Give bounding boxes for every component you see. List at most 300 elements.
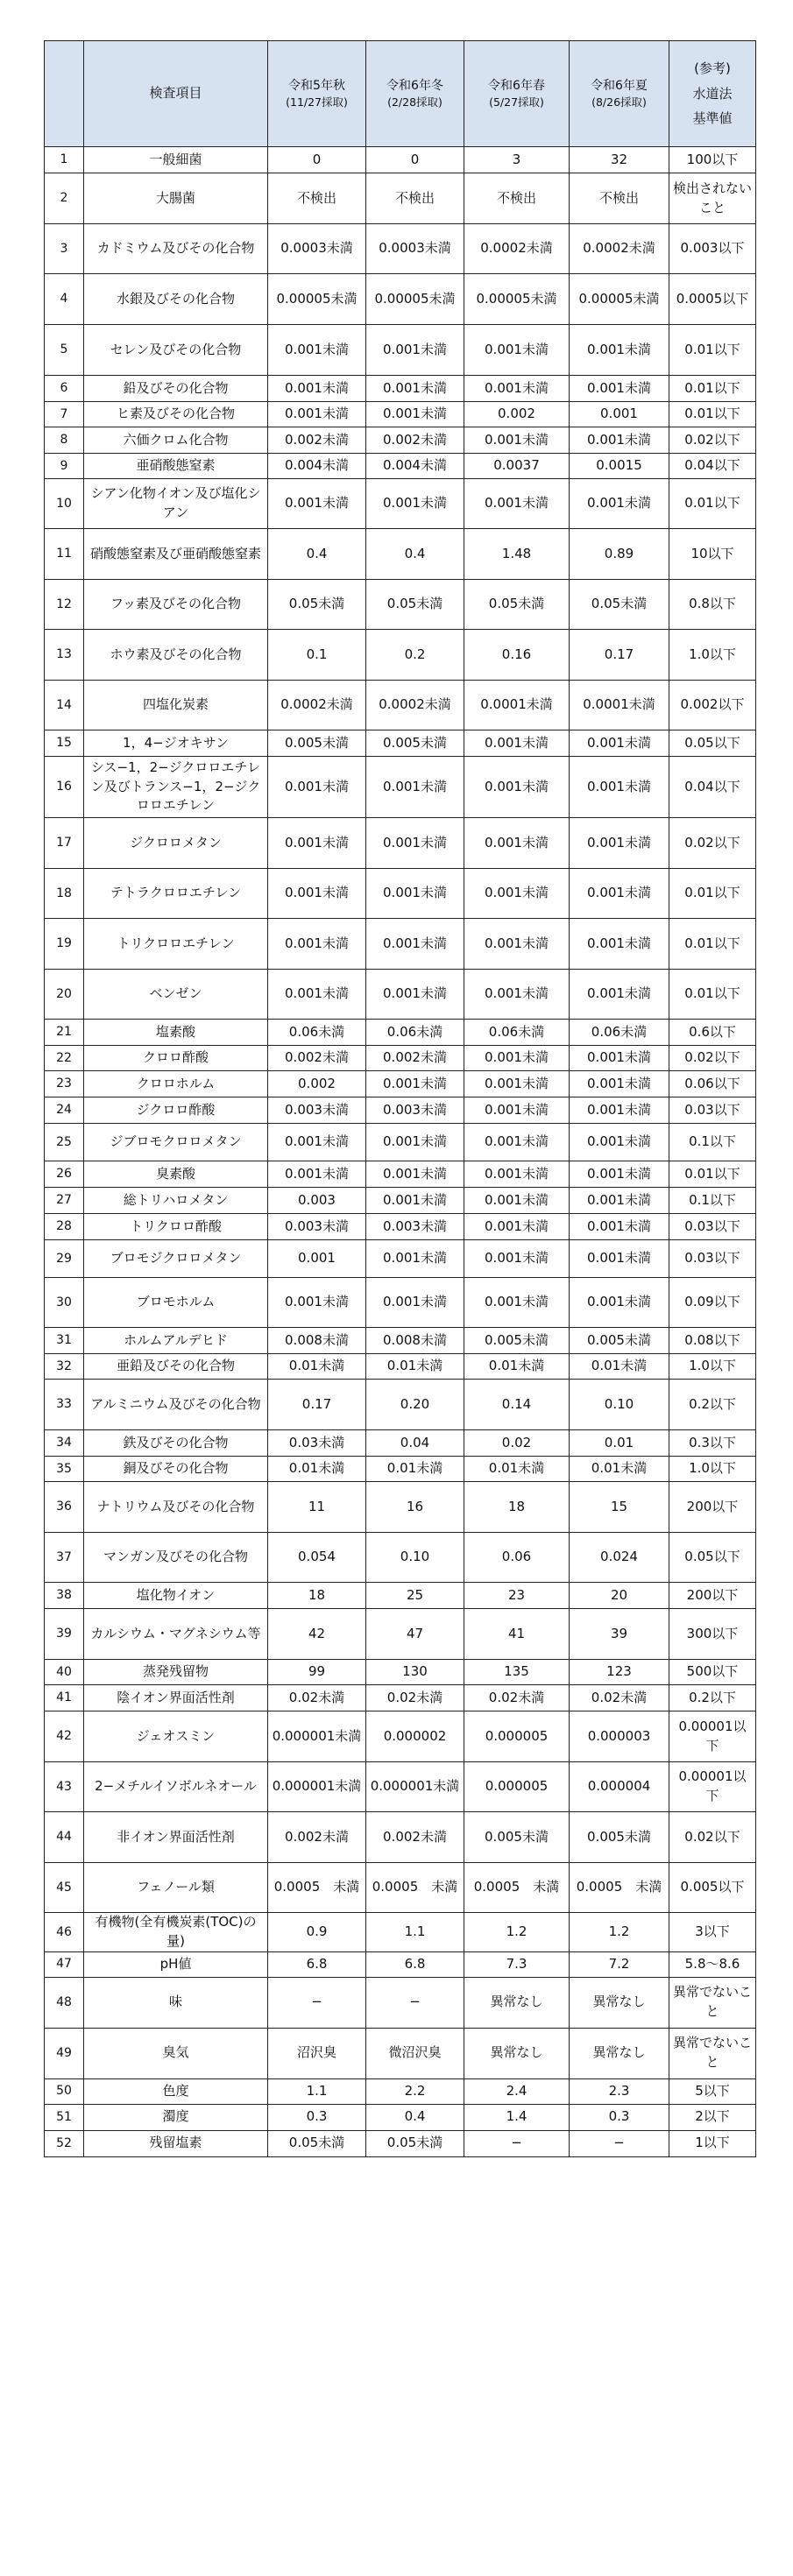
- result-autumn-2023-cell: 0.001未満: [268, 1161, 366, 1188]
- row-number-cell: 30: [45, 1278, 84, 1328]
- result-summer-2024-cell: 123: [570, 1660, 669, 1685]
- reference-standard-cell: 3以下: [669, 1913, 756, 1952]
- reference-standard-cell: 0.02以下: [669, 1046, 756, 1071]
- reference-standard-cell: 0.01以下: [669, 1161, 756, 1188]
- row-number-cell: 1: [45, 147, 84, 173]
- reference-standard-cell: 異常でないこと: [669, 2028, 756, 2078]
- inspection-item-cell: 非イオン界面活性剤: [84, 1812, 268, 1863]
- result-winter-2024-cell: 0.002未満: [366, 427, 464, 454]
- result-spring-2024-cell: 0.01未満: [464, 1354, 570, 1380]
- result-autumn-2023-cell: 0.001未満: [268, 818, 366, 869]
- inspection-item-cell: クロロ酢酸: [84, 1046, 268, 1071]
- table-row: [45, 1660, 756, 1685]
- table-row: [45, 730, 756, 757]
- result-summer-2024-cell: 0.024: [570, 1533, 669, 1583]
- inspection-item-cell: 一般細菌: [84, 147, 268, 173]
- reference-standard-cell: 0.03以下: [669, 1097, 756, 1124]
- table-row: [45, 147, 756, 173]
- row-number-cell: 28: [45, 1214, 84, 1240]
- result-summer-2024-cell: 0.3: [570, 2104, 669, 2130]
- row-number-cell: 32: [45, 1354, 84, 1380]
- table-row: [45, 1046, 756, 1071]
- inspection-item-cell: pH値: [84, 1951, 268, 1977]
- result-winter-2024-cell: 0.000002: [366, 1711, 464, 1762]
- header-period-3: [464, 41, 570, 147]
- result-spring-2024-cell: 23: [464, 1583, 570, 1609]
- result-summer-2024-cell: −: [570, 2130, 669, 2156]
- period-4-season: 令和6年夏: [591, 78, 648, 93]
- row-number-cell: 18: [45, 869, 84, 919]
- row-number-cell: 7: [45, 402, 84, 427]
- row-number-cell: 17: [45, 818, 84, 869]
- row-number-cell: 6: [45, 376, 84, 402]
- table-row: [45, 1097, 756, 1124]
- table-row: [45, 1951, 756, 1977]
- result-winter-2024-cell: 0.005未満: [366, 730, 464, 757]
- result-summer-2024-cell: 0.001未満: [570, 1161, 669, 1188]
- row-number-cell: 2: [45, 173, 84, 224]
- result-spring-2024-cell: 0.00005未満: [464, 274, 570, 325]
- result-autumn-2023-cell: 0.002未満: [268, 1812, 366, 1863]
- result-winter-2024-cell: 0.4: [366, 529, 464, 580]
- result-summer-2024-cell: 0.0005 未満: [570, 1863, 669, 1913]
- row-number-cell: 25: [45, 1124, 84, 1161]
- result-summer-2024-cell: 0.01未満: [570, 1354, 669, 1380]
- row-number-cell: 42: [45, 1711, 84, 1762]
- result-autumn-2023-cell: 99: [268, 1660, 366, 1685]
- row-number-cell: 40: [45, 1660, 84, 1685]
- result-autumn-2023-cell: 0.17: [268, 1380, 366, 1430]
- result-autumn-2023-cell: 0.001未満: [268, 869, 366, 919]
- result-spring-2024-cell: 0.0005 未満: [464, 1863, 570, 1913]
- reference-standard-cell: 0.00001以下: [669, 1711, 756, 1762]
- table-row: [45, 529, 756, 580]
- result-summer-2024-cell: 0.02未満: [570, 1685, 669, 1711]
- result-autumn-2023-cell: 0.001未満: [268, 970, 366, 1020]
- result-summer-2024-cell: 0.005未満: [570, 1812, 669, 1863]
- inspection-item-cell: 銅及びその化合物: [84, 1457, 268, 1482]
- result-spring-2024-cell: 不検出: [464, 173, 570, 224]
- result-summer-2024-cell: 0.001未満: [570, 376, 669, 402]
- result-winter-2024-cell: 0.05未満: [366, 2130, 464, 2156]
- result-spring-2024-cell: 0.000005: [464, 1711, 570, 1762]
- reference-standard-cell: 0.1以下: [669, 1124, 756, 1161]
- result-autumn-2023-cell: 0.001未満: [268, 1124, 366, 1161]
- row-number-cell: 21: [45, 1020, 84, 1046]
- inspection-item-cell: ブロモジクロロメタン: [84, 1240, 268, 1278]
- row-number-cell: 5: [45, 325, 84, 376]
- row-number-cell: 14: [45, 681, 84, 730]
- reference-standard-cell: 0.09以下: [669, 1278, 756, 1328]
- result-spring-2024-cell: 0.001未満: [464, 376, 570, 402]
- reference-standard-cell: 10以下: [669, 529, 756, 580]
- table-row: [45, 2130, 756, 2156]
- reference-standard-cell: 500以下: [669, 1660, 756, 1685]
- reference-standard-cell: 0.03以下: [669, 1240, 756, 1278]
- reference-standard-cell: 0.01以下: [669, 919, 756, 970]
- row-number-cell: 11: [45, 529, 84, 580]
- result-winter-2024-cell: 0.001未満: [366, 1188, 464, 1214]
- inspection-item-cell: ヒ素及びその化合物: [84, 402, 268, 427]
- table-row: [45, 919, 756, 970]
- reference-standard-cell: 200以下: [669, 1482, 756, 1533]
- result-spring-2024-cell: 2.4: [464, 2078, 570, 2104]
- reference-standard-cell: 0.08以下: [669, 1328, 756, 1354]
- result-autumn-2023-cell: 0.05未満: [268, 2130, 366, 2156]
- row-number-cell: 39: [45, 1609, 84, 1660]
- result-winter-2024-cell: 0.00005未満: [366, 274, 464, 325]
- result-autumn-2023-cell: 0.06未満: [268, 1020, 366, 1046]
- row-number-cell: 47: [45, 1951, 84, 1977]
- reference-standard-cell: 0.03以下: [669, 1214, 756, 1240]
- inspection-item-cell: 塩化物イオン: [84, 1583, 268, 1609]
- result-summer-2024-cell: 0.001未満: [570, 757, 669, 818]
- row-number-cell: 20: [45, 970, 84, 1020]
- header-item-cell: 検査項目: [84, 41, 268, 147]
- reference-standard-cell: 0.01以下: [669, 479, 756, 529]
- result-summer-2024-cell: 0.001未満: [570, 730, 669, 757]
- row-number-cell: 23: [45, 1071, 84, 1097]
- result-autumn-2023-cell: 0.00005未満: [268, 274, 366, 325]
- table-row: [45, 1430, 756, 1457]
- table-row: [45, 818, 756, 869]
- result-autumn-2023-cell: 0.001未満: [268, 757, 366, 818]
- reference-standard-cell: 200以下: [669, 1583, 756, 1609]
- period-1-date: (11/27採取): [286, 95, 348, 109]
- inspection-item-cell: マンガン及びその化合物: [84, 1533, 268, 1583]
- inspection-item-cell: 陰イオン界面活性剤: [84, 1685, 268, 1711]
- result-winter-2024-cell: 0.001未満: [366, 1071, 464, 1097]
- reference-standard-cell: 検出されないこと: [669, 173, 756, 224]
- result-spring-2024-cell: 0.001未満: [464, 970, 570, 1020]
- result-autumn-2023-cell: 0: [268, 147, 366, 173]
- inspection-item-cell: 鉛及びその化合物: [84, 376, 268, 402]
- result-winter-2024-cell: 0.001未満: [366, 1124, 464, 1161]
- result-winter-2024-cell: 25: [366, 1583, 464, 1609]
- row-number-cell: 12: [45, 580, 84, 630]
- reference-standard-cell: 0.01以下: [669, 402, 756, 427]
- inspection-item-cell: トリクロロエチレン: [84, 919, 268, 970]
- result-winter-2024-cell: 6.8: [366, 1951, 464, 1977]
- result-summer-2024-cell: 0.10: [570, 1380, 669, 1430]
- row-number-cell: 16: [45, 757, 84, 818]
- result-spring-2024-cell: 0.06未満: [464, 1020, 570, 1046]
- result-summer-2024-cell: 32: [570, 147, 669, 173]
- reference-standard-cell: 2以下: [669, 2104, 756, 2130]
- result-summer-2024-cell: 20: [570, 1583, 669, 1609]
- result-summer-2024-cell: 0.001未満: [570, 869, 669, 919]
- result-winter-2024-cell: 1.1: [366, 1913, 464, 1952]
- result-spring-2024-cell: 0.001未満: [464, 1124, 570, 1161]
- table-row: [45, 869, 756, 919]
- reference-standard-cell: 0.05以下: [669, 730, 756, 757]
- row-number-cell: 51: [45, 2104, 84, 2130]
- row-number-cell: 24: [45, 1097, 84, 1124]
- result-spring-2024-cell: 0.0002未満: [464, 224, 570, 274]
- result-spring-2024-cell: 0.14: [464, 1380, 570, 1430]
- table-row: [45, 1071, 756, 1097]
- result-spring-2024-cell: 0.001未満: [464, 1046, 570, 1071]
- reference-standard-cell: 100以下: [669, 147, 756, 173]
- table-row: [45, 1124, 756, 1161]
- table-row: [45, 1380, 756, 1430]
- inspection-item-cell: 臭素酸: [84, 1161, 268, 1188]
- inspection-item-cell: カルシウム・マグネシウム等: [84, 1609, 268, 1660]
- result-summer-2024-cell: 15: [570, 1482, 669, 1533]
- row-number-cell: 3: [45, 224, 84, 274]
- result-summer-2024-cell: 不検出: [570, 173, 669, 224]
- row-number-cell: 45: [45, 1863, 84, 1913]
- result-winter-2024-cell: 0.001未満: [366, 1240, 464, 1278]
- table-row: [45, 1863, 756, 1913]
- table-row: [45, 630, 756, 681]
- row-number-cell: 46: [45, 1913, 84, 1952]
- result-winter-2024-cell: 0.01未満: [366, 1457, 464, 1482]
- inspection-item-cell: フェノール類: [84, 1863, 268, 1913]
- reference-standard-cell: 0.06以下: [669, 1071, 756, 1097]
- table-row: [45, 224, 756, 274]
- result-winter-2024-cell: 0.02未満: [366, 1685, 464, 1711]
- row-number-cell: 4: [45, 274, 84, 325]
- reference-label: 基準値: [692, 110, 733, 127]
- result-autumn-2023-cell: 0.001未満: [268, 479, 366, 529]
- table-row: [45, 1685, 756, 1711]
- inspection-item-cell: 1，4−ジオキサン: [84, 730, 268, 757]
- result-winter-2024-cell: 0.001未満: [366, 919, 464, 970]
- result-winter-2024-cell: 0.06未満: [366, 1020, 464, 1046]
- result-summer-2024-cell: 2.3: [570, 2078, 669, 2104]
- result-autumn-2023-cell: 0.03未満: [268, 1430, 366, 1457]
- inspection-item-cell: 総トリハロメタン: [84, 1188, 268, 1214]
- inspection-item-cell: 残留塩素: [84, 2130, 268, 2156]
- result-autumn-2023-cell: 0.01未満: [268, 1354, 366, 1380]
- result-autumn-2023-cell: −: [268, 1977, 366, 2028]
- result-autumn-2023-cell: 0.002未満: [268, 427, 366, 454]
- result-spring-2024-cell: 0.02未満: [464, 1685, 570, 1711]
- result-spring-2024-cell: 0.001未満: [464, 1097, 570, 1124]
- inspection-item-cell: 水銀及びその化合物: [84, 274, 268, 325]
- result-spring-2024-cell: 1.2: [464, 1913, 570, 1952]
- table-row: [45, 970, 756, 1020]
- result-summer-2024-cell: 0.01未満: [570, 1457, 669, 1482]
- result-summer-2024-cell: 0.89: [570, 529, 669, 580]
- row-number-cell: 27: [45, 1188, 84, 1214]
- period-4-date: (8/26採取): [591, 95, 647, 109]
- inspection-item-cell: ジクロロ酢酸: [84, 1097, 268, 1124]
- result-summer-2024-cell: 0.05未満: [570, 580, 669, 630]
- result-spring-2024-cell: 0.001未満: [464, 1161, 570, 1188]
- result-autumn-2023-cell: 0.001未満: [268, 919, 366, 970]
- row-number-cell: 41: [45, 1685, 84, 1711]
- reference-standard-cell: 0.005以下: [669, 1863, 756, 1913]
- inspection-item-cell: ジェオスミン: [84, 1711, 268, 1762]
- result-spring-2024-cell: 0.001未満: [464, 1188, 570, 1214]
- result-autumn-2023-cell: 0.000001未満: [268, 1711, 366, 1762]
- result-spring-2024-cell: 0.001未満: [464, 479, 570, 529]
- result-winter-2024-cell: 微沼沢臭: [366, 2028, 464, 2078]
- inspection-item-cell: ジブロモクロロメタン: [84, 1124, 268, 1161]
- result-winter-2024-cell: 0.001未満: [366, 869, 464, 919]
- reference-standard-cell: 0.04以下: [669, 454, 756, 479]
- row-number-cell: 48: [45, 1977, 84, 2028]
- inspection-item-cell: トリクロロ酢酸: [84, 1214, 268, 1240]
- row-number-cell: 13: [45, 630, 84, 681]
- result-winter-2024-cell: 不検出: [366, 173, 464, 224]
- inspection-item-cell: シアン化物イオン及び塩化シアン: [84, 479, 268, 529]
- result-spring-2024-cell: 41: [464, 1609, 570, 1660]
- row-number-cell: 22: [45, 1046, 84, 1071]
- reference-standard-cell: 0.2以下: [669, 1685, 756, 1711]
- table-row: [45, 1812, 756, 1863]
- result-spring-2024-cell: 7.3: [464, 1951, 570, 1977]
- row-number-cell: 33: [45, 1380, 84, 1430]
- result-spring-2024-cell: 3: [464, 147, 570, 173]
- result-winter-2024-cell: 0.001未満: [366, 479, 464, 529]
- result-spring-2024-cell: 0.001未満: [464, 1240, 570, 1278]
- result-autumn-2023-cell: 0.004未満: [268, 454, 366, 479]
- result-winter-2024-cell: 0.003未満: [366, 1097, 464, 1124]
- row-number-cell: 37: [45, 1533, 84, 1583]
- reference-standard-cell: 1.0以下: [669, 1457, 756, 1482]
- inspection-item-cell: 六価クロム化合物: [84, 427, 268, 454]
- inspection-item-cell: 色度: [84, 2078, 268, 2104]
- reference-standard-cell: 0.0005以下: [669, 274, 756, 325]
- result-summer-2024-cell: 0.17: [570, 630, 669, 681]
- result-winter-2024-cell: 0.000001未満: [366, 1762, 464, 1812]
- inspection-item-cell: ベンゼン: [84, 970, 268, 1020]
- result-autumn-2023-cell: 0.9: [268, 1913, 366, 1952]
- result-autumn-2023-cell: 0.0003未満: [268, 224, 366, 274]
- result-winter-2024-cell: 0.001未満: [366, 325, 464, 376]
- result-spring-2024-cell: 0.16: [464, 630, 570, 681]
- result-winter-2024-cell: 0.001未満: [366, 1161, 464, 1188]
- table-row: [45, 1188, 756, 1214]
- table-row: [45, 580, 756, 630]
- result-spring-2024-cell: 0.000005: [464, 1762, 570, 1812]
- table-row: [45, 2104, 756, 2130]
- row-number-cell: 19: [45, 919, 84, 970]
- table-row: [45, 681, 756, 730]
- result-autumn-2023-cell: 0.0002未満: [268, 681, 366, 730]
- table-row: [45, 1482, 756, 1533]
- reference-standard-cell: 0.01以下: [669, 869, 756, 919]
- reference-standard-cell: 0.04以下: [669, 757, 756, 818]
- reference-standard-cell: 0.02以下: [669, 1812, 756, 1863]
- table-row: [45, 1354, 756, 1380]
- inspection-item-cell: 亜硝酸態窒素: [84, 454, 268, 479]
- result-spring-2024-cell: 異常なし: [464, 2028, 570, 2078]
- result-winter-2024-cell: 0.001未満: [366, 970, 464, 1020]
- result-autumn-2023-cell: 0.001未満: [268, 1278, 366, 1328]
- result-summer-2024-cell: 0.001未満: [570, 325, 669, 376]
- water-quality-table: [44, 40, 756, 2157]
- result-winter-2024-cell: 0.003未満: [366, 1214, 464, 1240]
- result-autumn-2023-cell: 6.8: [268, 1951, 366, 1977]
- result-autumn-2023-cell: 18: [268, 1583, 366, 1609]
- table-row: [45, 2078, 756, 2104]
- result-autumn-2023-cell: 0.3: [268, 2104, 366, 2130]
- inspection-item-cell: 2−メチルイソボルネオール: [84, 1762, 268, 1812]
- result-spring-2024-cell: 0.001未満: [464, 869, 570, 919]
- table-row: [45, 274, 756, 325]
- result-spring-2024-cell: 1.48: [464, 529, 570, 580]
- result-autumn-2023-cell: 0.1: [268, 630, 366, 681]
- inspection-item-cell: テトラクロロエチレン: [84, 869, 268, 919]
- result-winter-2024-cell: 0.10: [366, 1533, 464, 1583]
- row-number-cell: 31: [45, 1328, 84, 1354]
- result-winter-2024-cell: 0.0005 未満: [366, 1863, 464, 1913]
- row-number-cell: 44: [45, 1812, 84, 1863]
- row-number-cell: 36: [45, 1482, 84, 1533]
- result-summer-2024-cell: 0.001未満: [570, 1071, 669, 1097]
- result-winter-2024-cell: 0.04: [366, 1430, 464, 1457]
- table-row: [45, 1278, 756, 1328]
- result-autumn-2023-cell: 0.01未満: [268, 1457, 366, 1482]
- reference-standard-cell: 0.01以下: [669, 325, 756, 376]
- result-winter-2024-cell: 2.2: [366, 2078, 464, 2104]
- result-autumn-2023-cell: 0.003未満: [268, 1214, 366, 1240]
- result-summer-2024-cell: 0.001: [570, 402, 669, 427]
- inspection-item-cell: 鉄及びその化合物: [84, 1430, 268, 1457]
- result-summer-2024-cell: 0.001未満: [570, 427, 669, 454]
- table-row: [45, 1711, 756, 1762]
- table-row: [45, 1762, 756, 1812]
- reference-standard-cell: 0.02以下: [669, 818, 756, 869]
- inspection-item-cell: アルミニウム及びその化合物: [84, 1380, 268, 1430]
- result-autumn-2023-cell: 沼沢臭: [268, 2028, 366, 2078]
- header-period-2: [366, 41, 464, 147]
- header-period-1: [268, 41, 366, 147]
- table-row: [45, 1457, 756, 1482]
- table-row: [45, 1583, 756, 1609]
- reference-law: 水道法: [692, 85, 733, 102]
- result-summer-2024-cell: 39: [570, 1609, 669, 1660]
- result-spring-2024-cell: 0.001未満: [464, 1071, 570, 1097]
- reference-standard-cell: 300以下: [669, 1609, 756, 1660]
- result-spring-2024-cell: 0.001未満: [464, 325, 570, 376]
- table-row: [45, 173, 756, 224]
- result-winter-2024-cell: 0.001未満: [366, 818, 464, 869]
- result-winter-2024-cell: 130: [366, 1660, 464, 1685]
- result-winter-2024-cell: −: [366, 1977, 464, 2028]
- row-number-cell: 8: [45, 427, 84, 454]
- reference-standard-cell: 0.00001以下: [669, 1762, 756, 1812]
- result-spring-2024-cell: 0.06: [464, 1533, 570, 1583]
- inspection-item-cell: ナトリウム及びその化合物: [84, 1482, 268, 1533]
- result-autumn-2023-cell: 0.003: [268, 1188, 366, 1214]
- reference-note: (参考): [694, 60, 731, 77]
- reference-standard-cell: 0.01以下: [669, 970, 756, 1020]
- result-winter-2024-cell: 0.4: [366, 2104, 464, 2130]
- row-number-cell: 26: [45, 1161, 84, 1188]
- reference-standard-cell: 5以下: [669, 2078, 756, 2104]
- header-number-cell: [45, 41, 84, 147]
- result-spring-2024-cell: 0.001未満: [464, 427, 570, 454]
- result-autumn-2023-cell: 0.05未満: [268, 580, 366, 630]
- result-summer-2024-cell: 0.001未満: [570, 1278, 669, 1328]
- inspection-item-cell: カドミウム及びその化合物: [84, 224, 268, 274]
- result-spring-2024-cell: 0.005未満: [464, 1328, 570, 1354]
- result-winter-2024-cell: 0.008未満: [366, 1328, 464, 1354]
- result-summer-2024-cell: 0.00005未満: [570, 274, 669, 325]
- inspection-item-cell: 臭気: [84, 2028, 268, 2078]
- result-spring-2024-cell: 0.001未満: [464, 1278, 570, 1328]
- reference-standard-cell: 5.8〜8.6: [669, 1951, 756, 1977]
- inspection-item-cell: 大腸菌: [84, 173, 268, 224]
- inspection-item-cell: シス−1，2−ジクロロエチレン及びトランス−1，2−ジクロロエチレン: [84, 757, 268, 818]
- row-number-cell: 38: [45, 1583, 84, 1609]
- result-summer-2024-cell: 0.001未満: [570, 1188, 669, 1214]
